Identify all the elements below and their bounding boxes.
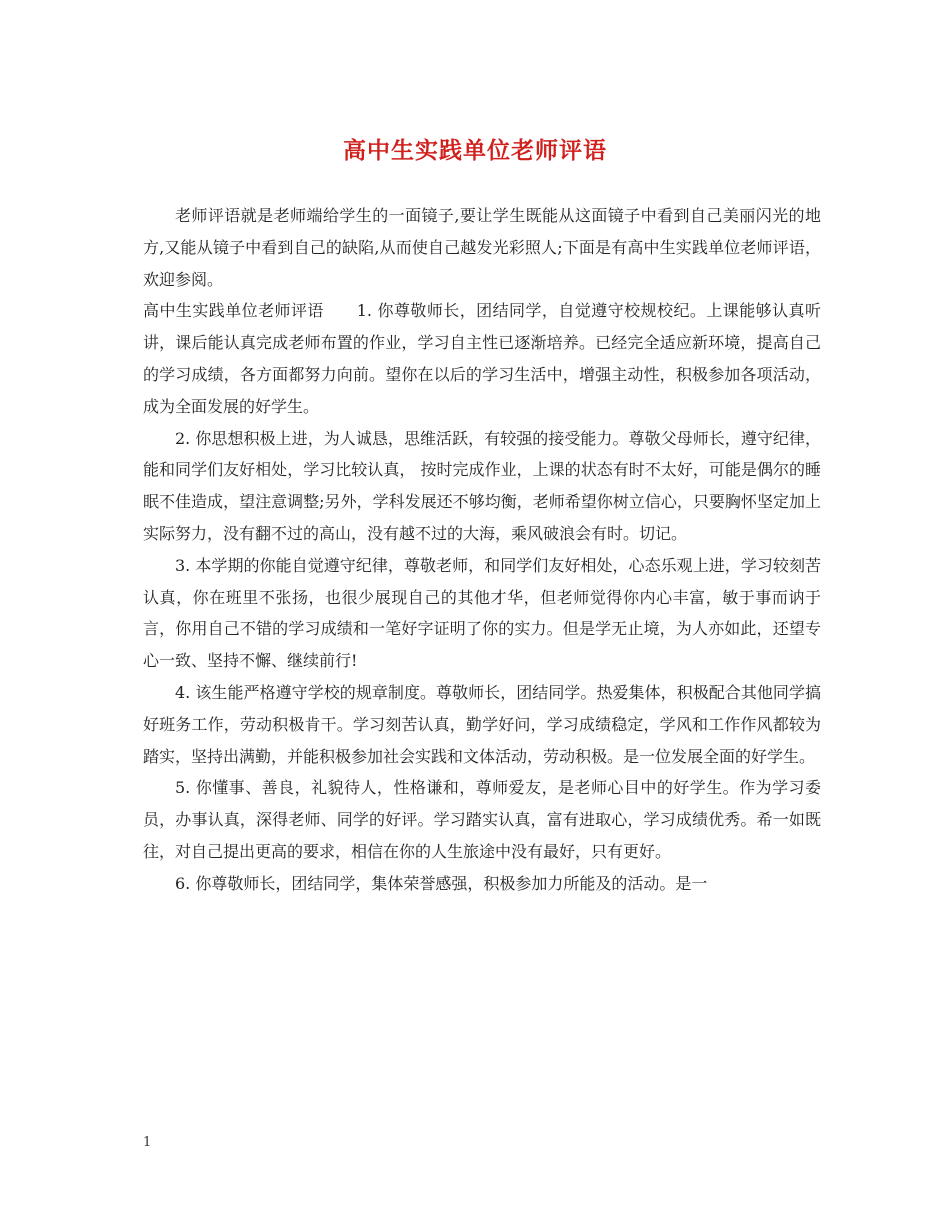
comment-paragraph-1: 高中生实践单位老师评语 1. 你尊敬师长，团结同学，自觉遵守校规校纪。上课能够认真听讲，课后能认真完成老师布置的作业，学习自主性已逐渐培养。已经完全适应新环境，提高自己的学习成绩，各方面都努力向前。望你在以后的学习生活中，增强主动性，积极参加各项活动，成为全面发展的好学生。	[143, 301, 821, 416]
page-number: 1	[143, 1135, 152, 1150]
document-title: 高中生实践单位老师评语	[343, 137, 607, 164]
comment-paragraph-2: 2. 你思想积极上进，为人诚恳，思维活跃，有较强的接受能力。尊敬父母师长，遵守纪律，能和同学们友好相处，学习比较认真， 按时完成作业，上课的状态有时不太好，可能是偶尔的睡眠不佳造成，望注意调整;另外，学科发展还不够均衡，老师希望你树立信心，只要胸怀坚定加上实际努力，没有翻不过的高山，没有越不过的大海，乘风破浪会有时。切记。	[143, 428, 821, 543]
document-body	[143, 200, 821, 900]
comment-paragraph-6: 6. 你尊敬师长，团结同学，集体荣誉感强，积极参加力所能及的活动。是一	[175, 873, 708, 893]
comment-paragraph-4: 4. 该生能严格遵守学校的规章制度。尊敬师长，团结同学。热爱集体，积极配合其他同学搞好班务工作，劳动积极肯干。学习刻苦认真，勤学好问，学习成绩稳定，学风和工作作风都较为踏实，坚持出满勤，并能积极参加社会实践和文体活动，劳动积极。是一位发展全面的好学生。	[143, 682, 821, 766]
comment-paragraph-3: 3. 本学期的你能自觉遵守纪律，尊敬老师，和同学们友好相处，心态乐观上进，学习较刻苦认真，你在班里不张扬，也很少展现自己的其他才华，但老师觉得你内心丰富，敏于事而讷于言，你用自己不错的学习成绩和一笔好字证明了你的实力。但是学无止境，为人亦如此，还望专心一致、坚持不懈、继续前行!	[143, 555, 821, 671]
intro-paragraph: 老师评语就是老师端给学生的一面镜子,要让学生既能从这面镜子中看到自己美丽闪光的地方,又能从镜子中看到自己的缺陷,从而使自己越发光彩照人;下面是有高中生实践单位老师评语，欢迎参阅。	[143, 206, 821, 289]
comment-paragraph-5: 5. 你懂事、善良，礼貌待人，性格谦和，尊师爱友，是老师心目中的好学生。作为学习委员，办事认真，深得老师、同学的好评。学习踏实认真，富有进取心，学习成绩优秀。希一如既往，对自己提出更高的要求，相信在你的人生旅途中没有最好，只有更好。	[143, 778, 821, 861]
